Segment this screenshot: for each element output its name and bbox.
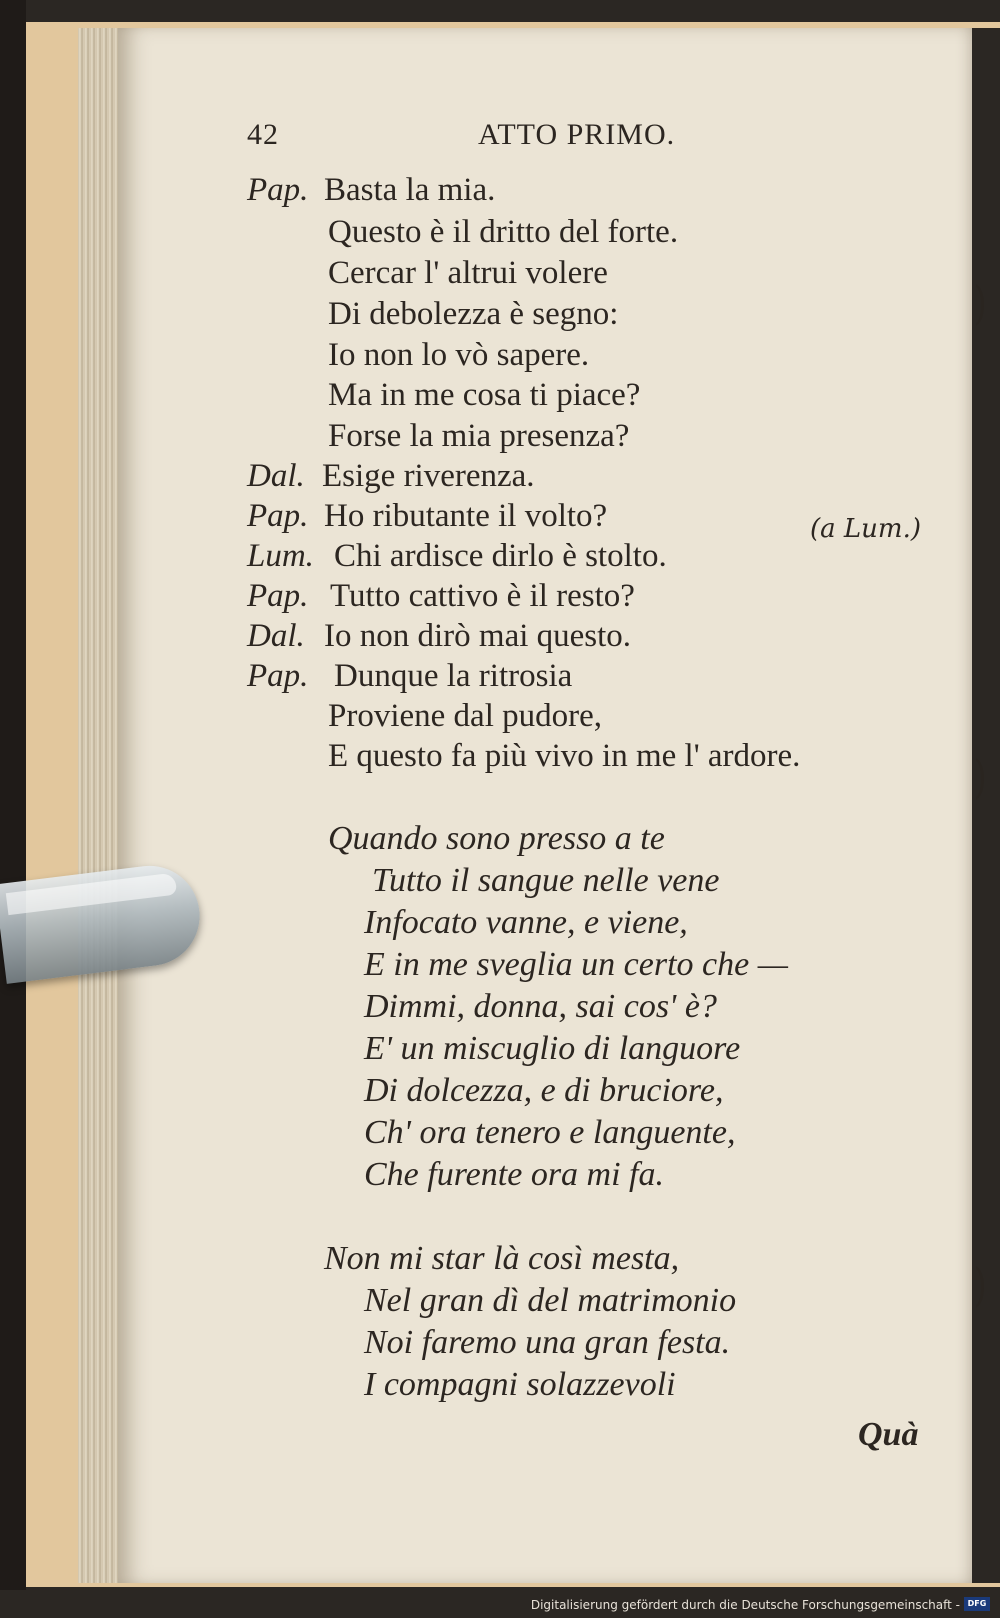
aria-line: Tutto il sangue nelle vene — [372, 862, 720, 899]
page-number: 42 — [247, 118, 279, 151]
aria-line: E in me sveglia un certo che — — [364, 946, 788, 983]
aria-line: Nel gran dì del matrimonio — [364, 1282, 737, 1319]
scan-border — [0, 0, 26, 1618]
dialogue-line: Forse la mia presenza? — [328, 418, 630, 454]
dialogue-line: Tutto cattivo è il resto? — [330, 578, 635, 614]
aria-line: Ch' ora tenero e languente, — [364, 1114, 736, 1151]
aria-line: I compagni solazzevoli — [364, 1366, 676, 1403]
speaker-label: Pap. — [247, 578, 309, 614]
aria-line: Di dolcezza, e di bruciore, — [364, 1072, 724, 1109]
bleed-mark: ) — [974, 276, 987, 330]
aria-line: Quando sono presso a te — [328, 820, 665, 857]
dialogue-line: E questo fa più vivo in me l' ardore. — [328, 738, 801, 774]
dialogue-line: Cercar l' altrui volere — [328, 255, 608, 291]
dialogue-line: Dunque la ritrosia — [334, 658, 573, 694]
dialogue-line: Io non dirò mai questo. — [324, 618, 632, 654]
page-title: ATTO PRIMO. — [478, 118, 676, 151]
dialogue-line: Questo è il dritto del forte. — [328, 214, 679, 250]
dialogue-line: Esige riverenza. — [322, 458, 535, 494]
dialogue-line: Di debolezza è segno: — [328, 296, 619, 332]
aria-line: E' un miscuglio di languore — [364, 1030, 741, 1067]
aria-line: Noi faremo una gran festa. — [364, 1324, 731, 1361]
aria-line: Che furente ora mi fa. — [364, 1156, 664, 1193]
speaker-label: Dal. — [247, 458, 305, 494]
speaker-label: Pap. — [247, 498, 309, 534]
bleed-mark: ) — [974, 1258, 987, 1312]
catchword: Quà — [858, 1416, 919, 1453]
speaker-label: Lum. — [247, 538, 314, 574]
dialogue-line: Ho ributante il volto? — [324, 498, 608, 534]
scan-border-right — [972, 28, 1000, 1583]
aria-line: Dimmi, donna, sai cos' è? — [364, 988, 717, 1025]
dfg-logo: DFG — [964, 1597, 990, 1611]
footer-credit: Digitalisierung gefördert durch die Deutsche Forschungsgemeinschaft - — [530, 1598, 960, 1612]
bleed-mark: ) — [974, 750, 987, 804]
speaker-label: Pap. — [247, 172, 309, 208]
dialogue-line: Io non lo vò sapere. — [328, 337, 590, 373]
dialogue-line: Ma in me cosa ti piace? — [328, 377, 641, 413]
speaker-label: Pap. — [247, 658, 309, 694]
stage-direction: (a Lum.) — [810, 514, 921, 544]
dialogue-line: Basta la mia. — [324, 172, 496, 208]
dialogue-line: Chi ardisce dirlo è stolto. — [334, 538, 667, 574]
dialogue-line: Proviene dal pudore, — [328, 698, 603, 734]
aria-line: Infocato vanne, e viene, — [364, 904, 688, 941]
speaker-label: Dal. — [247, 618, 305, 654]
aria-line: Non mi star là così mesta, — [324, 1240, 680, 1277]
